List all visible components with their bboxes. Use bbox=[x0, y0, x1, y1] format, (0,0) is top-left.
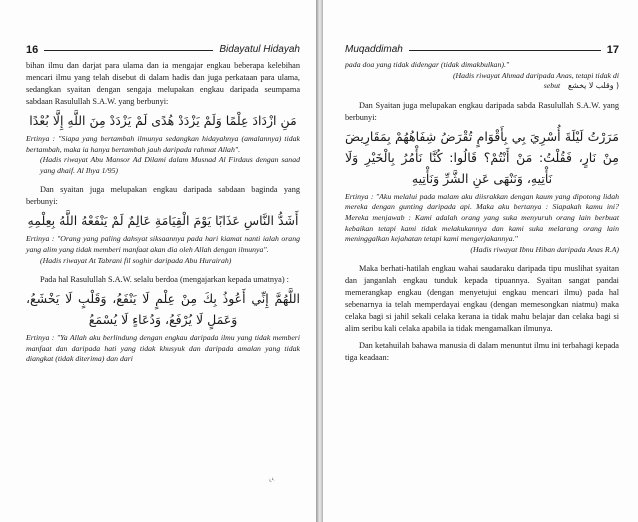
decorative-mark: ‹‹ bbox=[265, 473, 277, 485]
right-page-header bbox=[345, 44, 619, 56]
hadith-source: (Hadis riwayat Ibnu Hiban daripada Anas R.A) bbox=[470, 244, 619, 254]
translation: Ertinya : "Ya Allah aku berlindung dengan engkau daripada ilmu yang tidak memberi manfaat dan daripada hati yang tidak khusyuk dan daripada amalan yang tidak diangkat (tidak diterima) dan dari bbox=[26, 333, 300, 364]
header-rule bbox=[409, 50, 601, 51]
page-number: 16 bbox=[26, 44, 39, 56]
header-rule bbox=[44, 50, 213, 51]
page-number: 17 bbox=[606, 44, 619, 56]
translation: Ertinya : "Aku melalui pada malam aku diisrakkan dengan kaum yang dipotong lidah mereka dengan gunting daripada api. Maka aku bertanya : Siapakah kamu ini? Mereka menjawab : Kami adalah orang yang suka menyuruh orang lain berbuat kebaikan tetapi kami tidak melakukannya dan kami suka melarang orang lain meninggalkan kejahatan tetapi kami mengerjakannya." bbox=[345, 191, 619, 244]
running-head: Bidayatul Hidayah bbox=[219, 44, 300, 55]
paragraph: Dan Syaitan juga melupakan engkau daripada sabda Rasulullah S.A.W. yang berbunyi: bbox=[345, 100, 619, 122]
hadith-source-arabic: ( وقلب لا يخشع bbox=[568, 81, 619, 91]
hadith-source-text: sebut bbox=[543, 81, 561, 91]
translation: Ertinya : "Orang yang paling dahsyat siksaannya pada hari kiamat nanti ialah orang yang alim yang tidak memberi manfaat akan dia oleh Allah dengan ilmunya". bbox=[26, 234, 300, 254]
paragraph: bihan ilmu dan darjat para ulama dan ia mengajar engkau beberapa kelebihan mencari ilmu yang telah disebut di dalam hadis dan juga perkataan para ulama, sedangkan syaitan dengan sengaja melupakan engkau daripada seumpama sabdaan Rasulullah S.A.W. yang berbunyi: bbox=[26, 61, 300, 106]
running-head: Muqaddimah bbox=[345, 44, 403, 55]
arabic-prayer: اللَّهُمَّ إِنِّي أَعُوذُ بِكَ مِنْ عِلْمٍ لَا يَنْفَعُ، وَقَلْبٍ لَا يَخْشَعُ، وَعَمَلٍ لَا يُرْفَعُ، وَدُعَاءٍ لَا يُسْمَعُ bbox=[26, 291, 300, 328]
left-page bbox=[0, 0, 316, 522]
paragraph: Pada hal Rasulullah S.A.W. selalu berdoa (mengajarkan kepada umatnya) : bbox=[40, 275, 289, 285]
right-page bbox=[322, 0, 638, 522]
hadith-source: (Hadis riwayat At Tabrani fil soghir daripada Abu Hurairah) bbox=[40, 255, 232, 265]
hadith-source bbox=[345, 81, 619, 92]
arabic-hadith: أَشَدُّ النَّاسِ عَذَابًا يَوْمَ الْقِيَامَةِ عَالِمٌ لَمْ يَنْفَعْهُ اللَّهُ بِعِلْمِهِ bbox=[27, 213, 299, 229]
arabic-hadith: مَنِ ازْدَادَ عِلْمًا وَلَمْ يَزْدَدْ هُدًى لَمْ يَزْدَدْ مِنَ اللَّهِ إِلَّا بُعْدًا bbox=[29, 113, 297, 128]
translation: Ertinya : "Siapa yang bertambah ilmunya sedangkan hidayahnya (amalannya) tidak bertambah, maka ia hanya bertambah jauh daripada rahmat Allah". bbox=[26, 134, 300, 154]
right-page-content bbox=[345, 44, 619, 516]
paragraph: Dan syaitan juga melupakan engkau daripada sabdaan baginda yang berbunyi: bbox=[26, 185, 300, 207]
hadith-source: (Hadis riwayat Abu Mansor Ad Dilami dalam Musnad Al Firdaus dengan sanad yang dhaif. Al Ihya 1/95) bbox=[40, 155, 300, 175]
left-page-content bbox=[26, 44, 300, 516]
paragraph: Dan ketahuilah bahawa manusia di dalam menuntut ilmu ini terbahagi kepada tiga keadaan: bbox=[345, 341, 619, 363]
paragraph: Maka berhati-hatilah engkau wahai saudaraku daripada tipu muslihat syaitan dan janganlah engkau tunduk kepada tipuannya. Syaitan sangat pandai memerangkap engkau (dengan menyetujui engkau mencari ilmu) pada hal sebenarnya ia telah memperdayai engkau (dengan memesongkan niatmu) maka celaka bagi si jahil sekali celaka kerana ia tidak mahu belajar dan celaka bagi si alim seribu kali celaka apabila ia tidak mengamalkan ilmunya. bbox=[345, 264, 619, 334]
arabic-hadith: مَرَرْتُ لَيْلَةَ أُسْرِيَ بِي بِأَقْوَامٍ تُقْرَضُ شِفَاهُهُمْ بِمَقَارِيضَ مِنْ نَارٍ، فَقُلْتُ: مَنْ أَنْتُمْ؟ قَالُوا: كُنَّا نَأْمُرُ بِالْخَيْرِ وَلَا نَأْتِيهِ، وَنَنْهَى عَنِ الشَّرِّ وَنَأْتِيهِ bbox=[345, 128, 619, 186]
hadith-source: (Hadis riwayat Ahmad daripada Anas, tetapi tidak di bbox=[452, 70, 619, 80]
translation: pada doa yang tidak didengar (tidak dimakbulkan)." bbox=[345, 60, 510, 69]
left-page-header bbox=[26, 44, 300, 56]
